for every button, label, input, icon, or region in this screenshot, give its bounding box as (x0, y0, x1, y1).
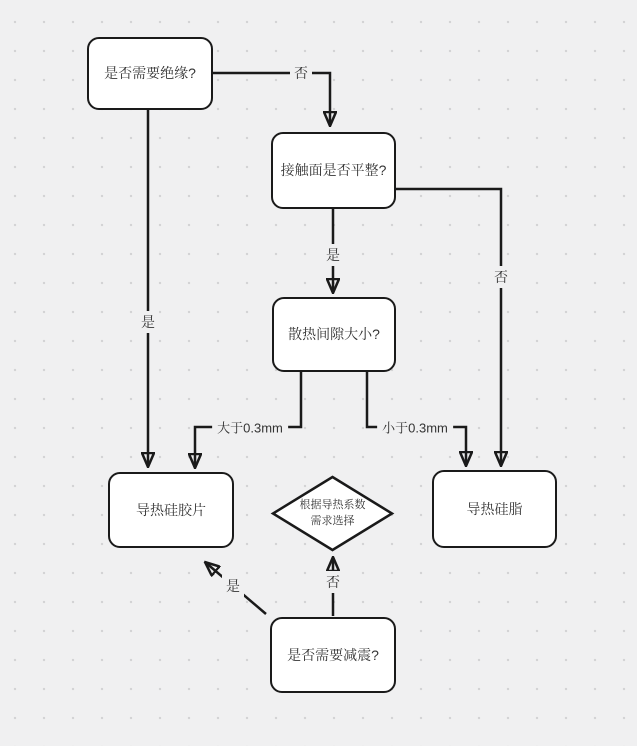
node-thermal-grease-label: 导热硅脂 (466, 500, 523, 517)
edge-label-gap-small: 小于0.3mm (377, 417, 453, 438)
node-surface-label: 接触面是否平整? (280, 162, 387, 179)
node-conductivity-label (300, 498, 366, 530)
node-thermal-grease (432, 470, 557, 548)
node-damping-label: 是否需要减震? (287, 646, 379, 663)
edge-label-damping-no: 否 (322, 571, 344, 593)
node-damping-question (270, 617, 396, 693)
edge-label-insulation-no: 否 (290, 62, 312, 84)
edge-label-gap-large: 大于0.3mm (212, 417, 288, 438)
edge-label-insulation-yes: 是 (137, 311, 159, 333)
node-thermal-pad-label: 导热硅胶片 (136, 501, 206, 518)
edge-insulation-no (213, 73, 330, 126)
edge-label-surface-yes: 是 (322, 244, 344, 266)
edge-label-surface-no: 否 (490, 266, 512, 288)
node-conductivity-label-line1: 根据导热系数 (299, 498, 366, 511)
node-conductivity-label-line2: 需求选择 (310, 514, 355, 527)
node-insulation-question (87, 37, 213, 110)
node-thermal-pad (108, 472, 234, 548)
node-insulation-label: 是否需要绝缘? (104, 65, 196, 82)
node-gap-label: 散热间隙大小? (288, 326, 380, 343)
edge-label-damping-yes: 是 (222, 575, 244, 597)
node-surface-question (271, 132, 396, 209)
node-conductivity-decision (270, 475, 395, 552)
node-gap-question (272, 297, 396, 372)
